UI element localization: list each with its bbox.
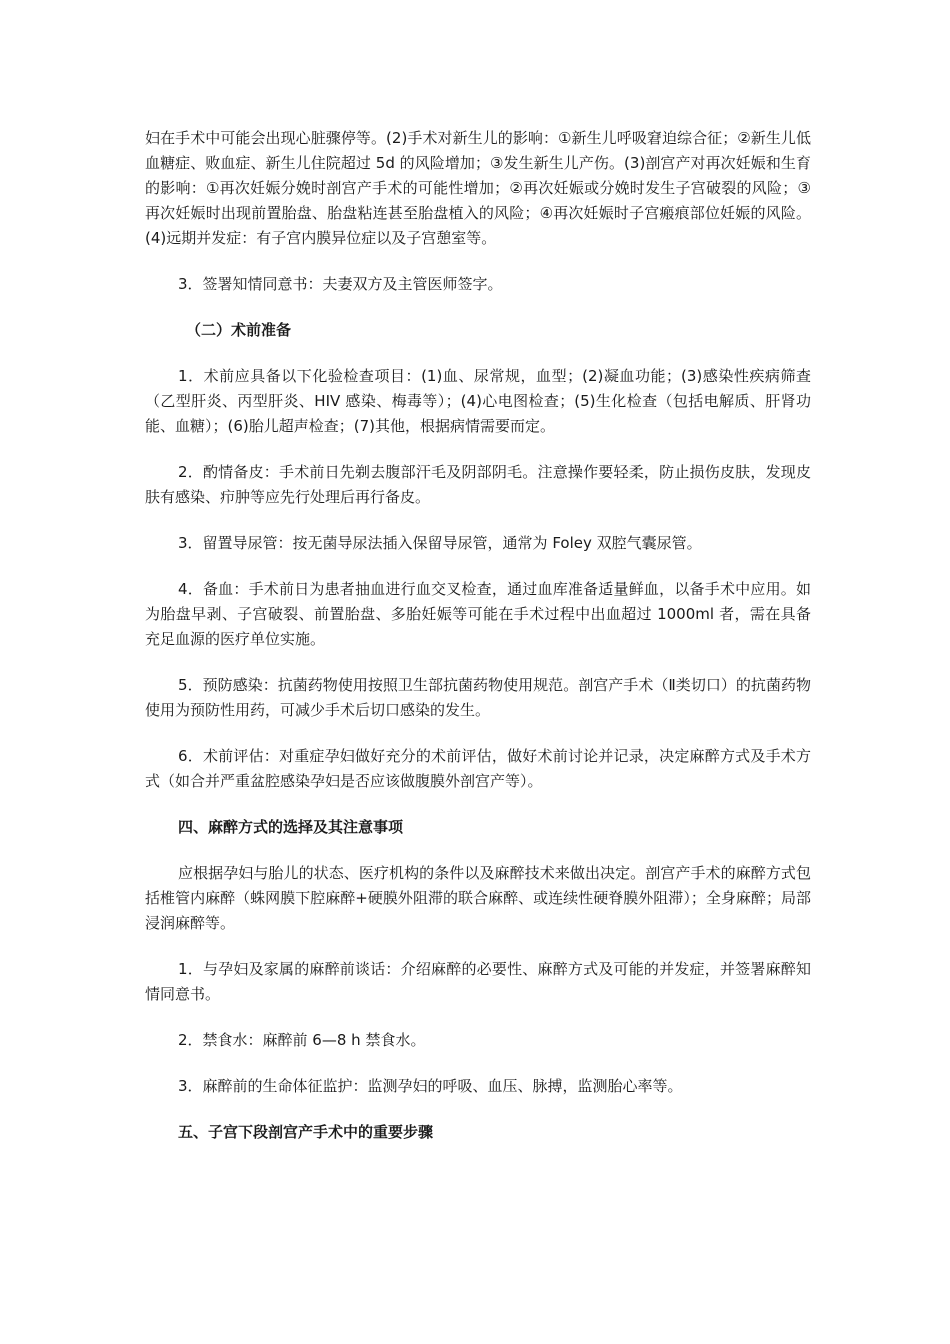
paragraph-blood-prep: 4．备血：手术前日为患者抽血进行血交叉检查，通过血库准备适量鲜血，以备手术中应用。如为胎盘早剥、子宫破裂、前置胎盘、多胎妊娠等可能在手术过程中出血超过 1000ml 者，需在具备充足血源的医疗单位实施。 (145, 580, 811, 648)
paragraph-lab-tests: 1．术前应具备以下化验检查项目：(1)血、尿常规，血型；(2)凝血功能；(3)感染性疾病筛查（乙型肝炎、丙型肝炎、HIV 感染、梅毒等）；(4)心电图检查；(5)生化检查（包括电解质、肝肾功能、血糖）；(6)胎儿超声检查；(7)其他，根据病情需要而定。 (145, 367, 811, 435)
paragraph-catheter: 3．留置导尿管：按无菌导尿法插入保留导尿管，通常为 Foley 双腔气囊尿管。 (178, 534, 702, 552)
paragraph-vital-monitoring: 3．麻醉前的生命体征监护：监测孕妇的呼吸、血压、脉搏，监测胎心率等。 (178, 1077, 683, 1095)
paragraph-anesthesia-talk: 1．与孕妇及家属的麻醉前谈话：介绍麻醉的必要性、麻醉方式及可能的并发症，并签署麻醉知情同意书。 (145, 960, 811, 1003)
paragraph-consent: 3．签署知情同意书：夫妻双方及主管医师签字。 (178, 275, 503, 293)
paragraph-infection-prevention: 5．预防感染：抗菌药物使用按照卫生部抗菌药物使用规范。剖宫产手术（Ⅱ类切口）的抗菌药物使用为预防性用药，可减少手术后切口感染的发生。 (145, 676, 811, 719)
heading-anesthesia: 四、麻醉方式的选择及其注意事项 (178, 818, 404, 836)
heading-preoperative-prep: （二）术前准备 (186, 321, 292, 339)
paragraph-risks-continued: 妇在手术中可能会出现心脏骤停等。(2)手术对新生儿的影响：①新生儿呼吸窘迫综合征；②新生儿低血糖症、败血症、新生儿住院超过 5d 的风险增加；③发生新生儿产伤。(3)剖宫产对再次妊娠和生育的影响：①再次妊娠分娩时剖宫产手术的可能性增加；②再次妊娠或分娩时发生子宫破裂的风险；③再次妊娠时出现前置胎盘、胎盘粘连甚至胎盘植入的风险；④再次妊娠时子宫瘢痕部位妊娠的风险。(4)远期并发症：有子宫内膜异位症以及子宫憩室等。 (145, 129, 811, 247)
paragraph-fasting: 2．禁食水：麻醉前 6—8 h 禁食水。 (178, 1031, 426, 1049)
paragraph-skin-prep: 2．酌情备皮：手术前日先剃去腹部汗毛及阴部阴毛。注意操作要轻柔，防止损伤皮肤，发现皮肤有感染、疖肿等应先行处理后再行备皮。 (145, 463, 811, 506)
paragraph-anesthesia-intro: 应根据孕妇与胎儿的状态、医疗机构的条件以及麻醉技术来做出决定。剖宫产手术的麻醉方式包括椎管内麻醉（蛛网膜下腔麻醉+硬膜外阻滞的联合麻醉、或连续性硬脊膜外阻滞）；全身麻醉；局部浸润麻醉等。 (145, 864, 811, 932)
document-body (145, 126, 811, 1166)
paragraph-assessment: 6．术前评估：对重症孕妇做好充分的术前评估，做好术前讨论并记录，决定麻醉方式及手术方式（如合并严重盆腔感染孕妇是否应该做腹膜外剖宫产等）。 (145, 747, 811, 790)
heading-surgery-steps: 五、子宫下段剖宫产手术中的重要步骤 (178, 1123, 434, 1141)
